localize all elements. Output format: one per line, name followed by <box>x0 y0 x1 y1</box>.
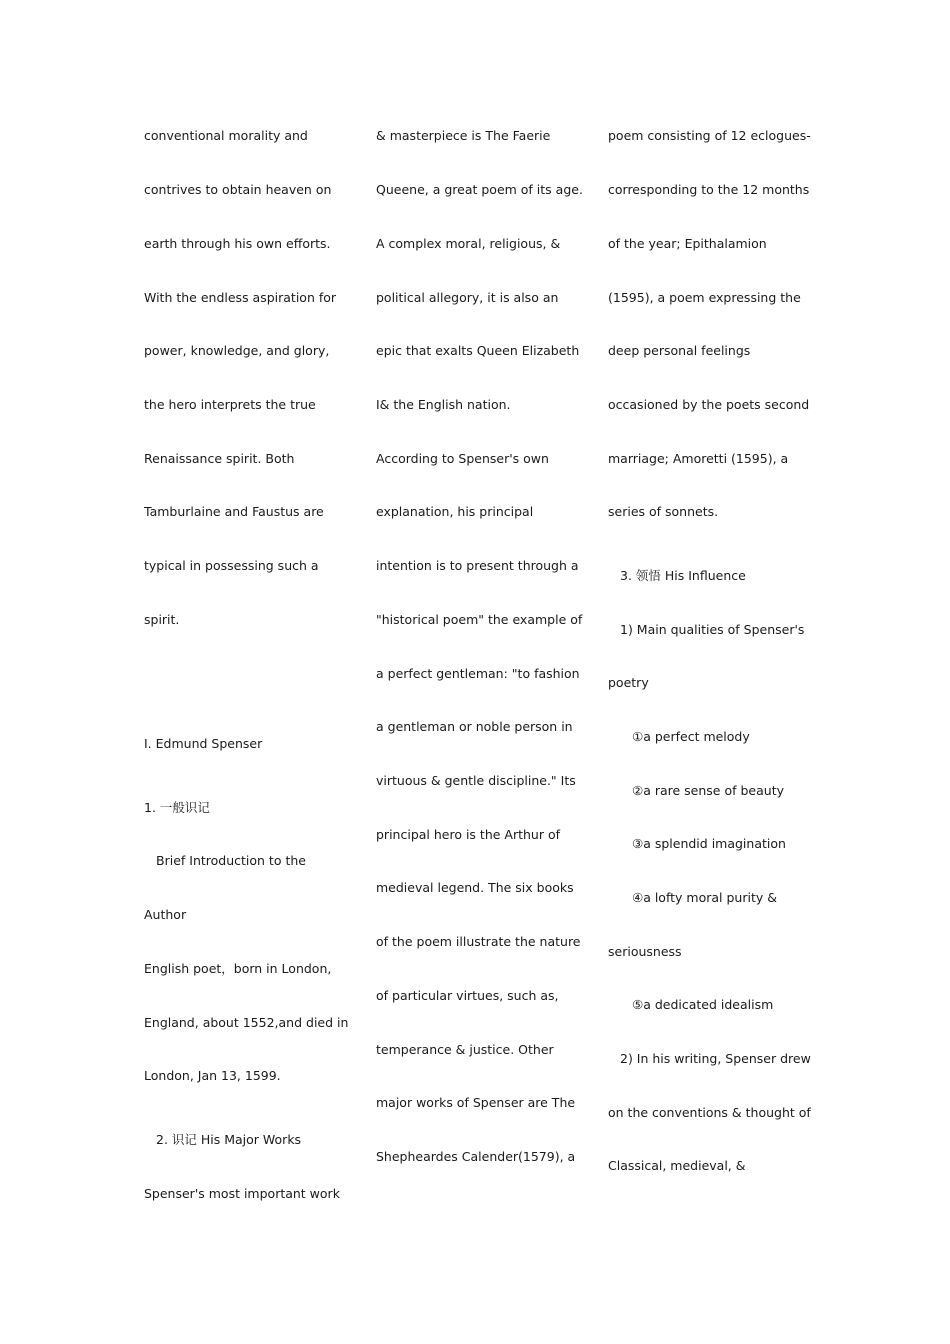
text-line: & masterpiece is The Faerie <box>376 128 551 143</box>
text-line: a perfect gentleman: "to fashion <box>376 666 580 681</box>
text-line: contrives to obtain heaven on <box>144 182 332 197</box>
text-line: Ⅰ& the English nation. <box>376 397 511 412</box>
subsection-heading: 3. 领悟 His Influence <box>620 568 746 583</box>
text-line: series of sonnets. <box>608 504 719 519</box>
text-line: conventional morality and <box>144 128 308 143</box>
text-line: medieval legend. The six books <box>376 880 574 895</box>
list-item: ①a perfect melody <box>632 729 750 744</box>
list-item: ②a rare sense of beauty <box>632 783 784 798</box>
text-line: London, Jan 13, 1599. <box>144 1068 281 1083</box>
text-line: Spenser's most important work <box>144 1186 340 1201</box>
text-line: a gentleman or noble person in <box>376 719 573 734</box>
text-line: the hero interprets the true <box>144 397 316 412</box>
text-line: marriage; Amoretti (1595), a <box>608 451 789 466</box>
text-line: of the poem illustrate the nature <box>376 934 581 949</box>
text-line: of particular virtues, such as, <box>376 988 559 1003</box>
text-line: spirit. <box>144 612 180 627</box>
text-line: explanation, his principal <box>376 504 534 519</box>
text-line: typical in possessing such a <box>144 558 319 573</box>
text-line: poem consisting of 12 eclogues- <box>608 128 811 143</box>
text-line: principal hero is the Arthur of <box>376 827 560 842</box>
text-line: political allegory, it is also an <box>376 290 559 305</box>
text-line: intention is to present through a <box>376 558 579 573</box>
list-item: ⑤a dedicated idealism <box>632 997 774 1012</box>
text-line: earth through his own efforts. <box>144 236 331 251</box>
text-line: poetry <box>608 675 649 690</box>
text-line: Queene, a great poem of its age. <box>376 182 583 197</box>
text-line: England, about 1552,and died in <box>144 1015 349 1030</box>
text-line: Shepheardes Calender(1579), a <box>376 1149 576 1164</box>
text-line: Classical, medieval, & <box>608 1158 746 1173</box>
text-line: deep personal feelings <box>608 343 751 358</box>
text-line: 2) In his writing, Spenser drew <box>620 1051 811 1066</box>
text-line: (1595), a poem expressing the <box>608 290 801 305</box>
text-line: major works of Spenser are The <box>376 1095 576 1110</box>
list-item: ④a lofty moral purity & <box>632 890 777 905</box>
text-line: of the year; Epithalamion <box>608 236 767 251</box>
text-line: temperance & justice. Other <box>376 1042 554 1057</box>
section-heading: I. Edmund Spenser <box>144 736 263 751</box>
text-line: Renaissance spirit. Both <box>144 451 295 466</box>
text-line: 1) Main qualities of Spenser's <box>620 622 805 637</box>
text-line: epic that exalts Queen Elizabeth <box>376 343 580 358</box>
subsection-heading: 2. 识记 His Major Works <box>156 1132 302 1147</box>
text-line: According to Spenser's own <box>376 451 549 466</box>
text-line: on the conventions & thought of <box>608 1105 811 1120</box>
text-line: Tamburlaine and Faustus are <box>144 504 324 519</box>
text-line: power, knowledge, and glory, <box>144 343 330 358</box>
text-line: corresponding to the 12 months <box>608 182 810 197</box>
text-line: seriousness <box>608 944 682 959</box>
text-line: English poet，born in London, <box>144 961 332 976</box>
text-line: Brief Introduction to the <box>156 853 306 868</box>
text-line: Author <box>144 907 187 922</box>
text-line: "historical poem" the example of <box>376 612 583 627</box>
text-line: With the endless aspiration for <box>144 290 337 305</box>
text-line: virtuous & gentle discipline." Its <box>376 773 576 788</box>
list-item: ③a splendid imagination <box>632 836 786 851</box>
text-line: occasioned by the poets second <box>608 397 810 412</box>
text-line: A complex moral, religious, & <box>376 236 561 251</box>
subsection-heading: 1. 一般识记 <box>144 800 210 815</box>
